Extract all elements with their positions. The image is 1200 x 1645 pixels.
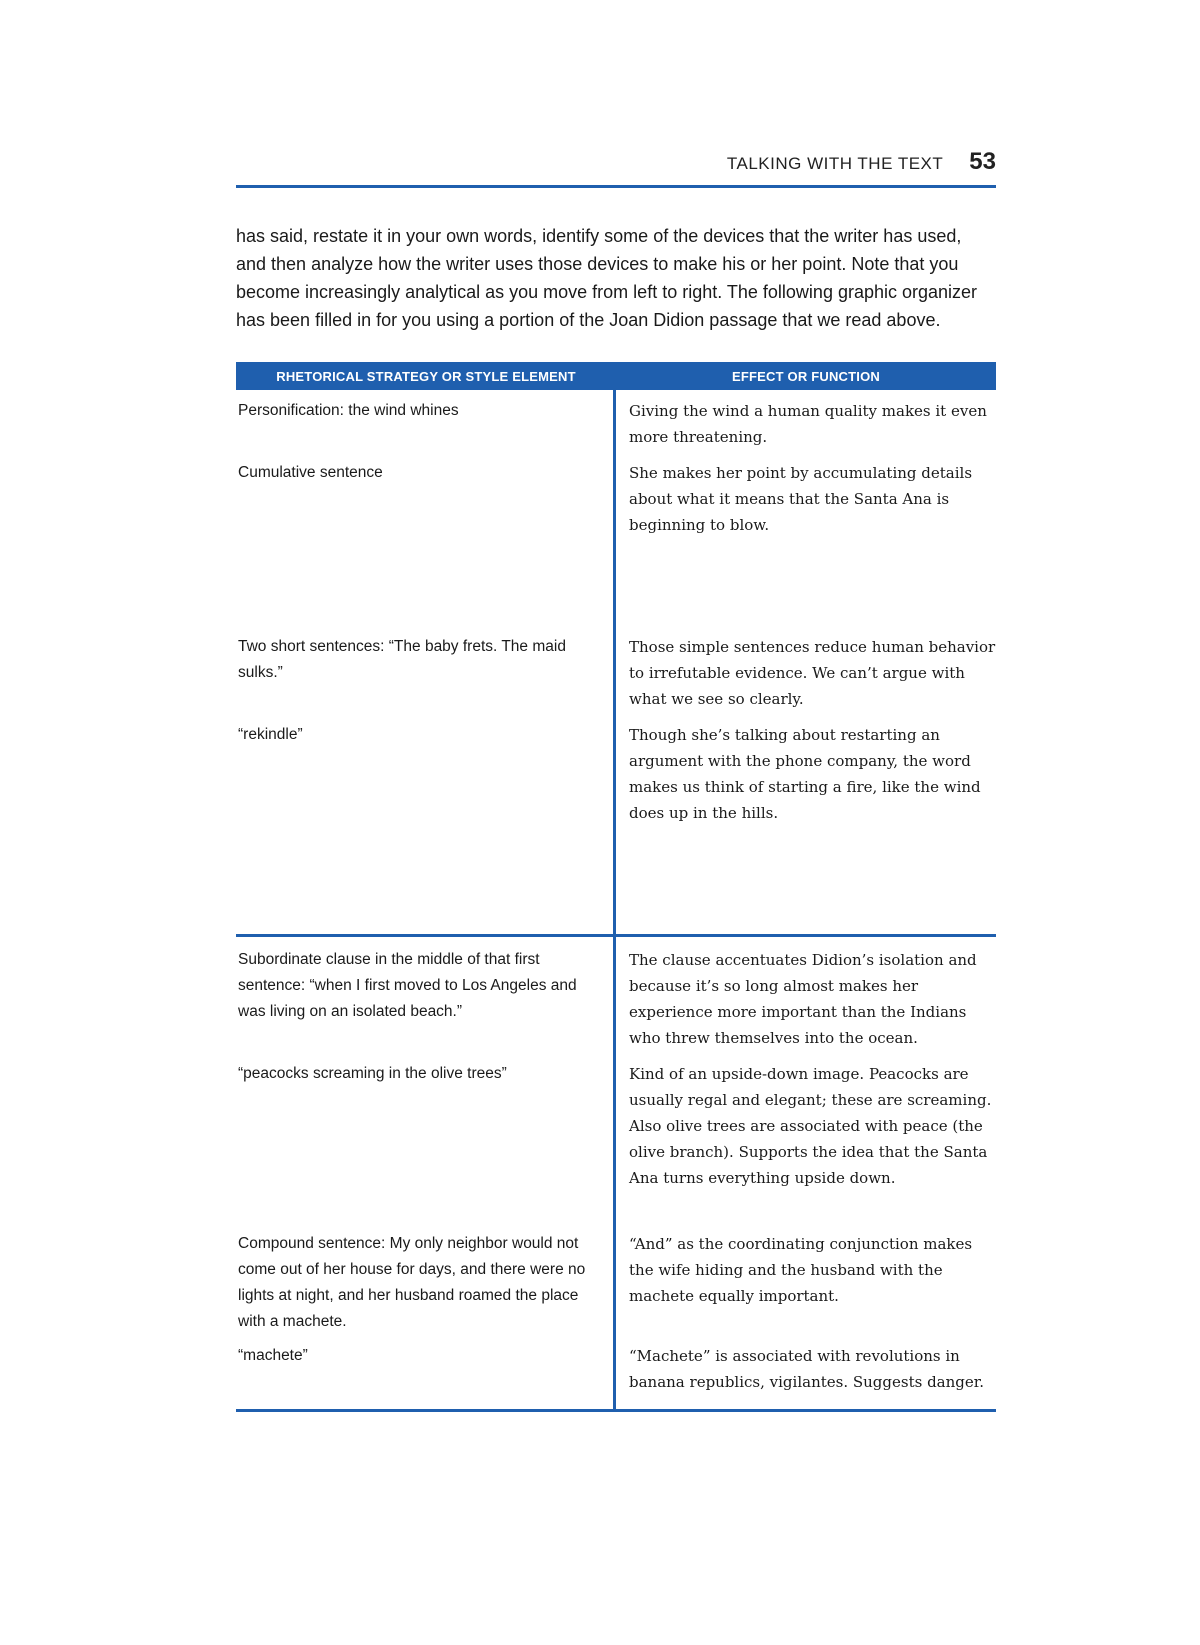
table-row: [236, 634, 996, 712]
effect-cell: “And” as the coordinating conjunction makes the wife hiding and the husband with the machete equally important.: [629, 1235, 973, 1305]
strategy-cell: Compound sentence: My only neighbor would not come out of her house for days, and there were no lights at night, and her husband roamed the place with a machete.: [238, 1235, 586, 1330]
table-row: [236, 1061, 996, 1191]
page-number: 53: [969, 148, 996, 175]
effect-cell: Kind of an upside-down image. Peacocks are usually regal and elegant; these are screaming. Also olive trees are associated with peace (the olive branch). Supports the idea that the Santa Ana turns everything upside down.: [629, 1065, 992, 1187]
strategy-cell: “rekindle”: [238, 726, 303, 743]
effect-cell: Those simple sentences reduce human behavior to irrefutable evidence. We can’t argue with what we see so clearly.: [629, 638, 996, 708]
strategy-cell: Cumulative sentence: [238, 464, 383, 481]
strategy-cell: “peacocks screaming in the olive trees”: [238, 1065, 507, 1082]
effect-cell: Giving the wind a human quality makes it even more threatening.: [629, 402, 987, 446]
intro-paragraph: has said, restate it in your own words, identify some of the devices that the writer has used, and then analyze how the writer uses those devices to make his or her point. Note that you become increasingly analytical as you move from left to right. The following graphic organizer has been filled in for you using a portion of the Joan Didion passage that we read above.: [236, 226, 978, 330]
table-row: [236, 1231, 996, 1335]
book-page: [236, 148, 996, 1412]
table-row: [236, 1343, 996, 1395]
table-group-1: [236, 390, 996, 934]
strategy-cell: Personification: the wind whines: [238, 402, 459, 419]
effect-cell: Though she’s talking about restarting an argument with the phone company, the word makes us think of starting a fire, like the wind does up in the hills.: [629, 726, 981, 822]
table-group-2: [236, 934, 996, 1412]
table-row: [236, 460, 996, 538]
effect-cell: “Machete” is associated with revolutions in banana republics, vigilantes. Suggests danger.: [629, 1347, 985, 1391]
effect-cell: The clause accentuates Didion’s isolation and because it’s so long almost makes her experience more important than the Indians who threw themselves into the ocean.: [629, 951, 977, 1047]
table-row: [236, 947, 996, 1051]
column-header-effect: EFFECT OR FUNCTION: [731, 368, 881, 384]
strategy-cell: Subordinate clause in the middle of that first sentence: “when I first moved to Los Angeles and was living on an isolated beach.”: [238, 951, 577, 1020]
strategy-cell: “machete”: [238, 1347, 308, 1364]
effect-cell: She makes her point by accumulating details about what it means that the Santa Ana is beginning to blow.: [629, 464, 973, 534]
strategy-cell: Two short sentences: “The baby frets. The maid sulks.”: [238, 638, 566, 681]
section-title: TALKING WITH THE TEXT: [726, 154, 944, 173]
column-header-strategy: RHETORICAL STRATEGY OR STYLE ELEMENT: [276, 368, 576, 384]
table-row: [236, 722, 996, 826]
table-header: [236, 362, 996, 390]
table-row: [236, 398, 996, 450]
running-head: [236, 148, 996, 188]
graphic-organizer-table: [236, 362, 996, 1412]
